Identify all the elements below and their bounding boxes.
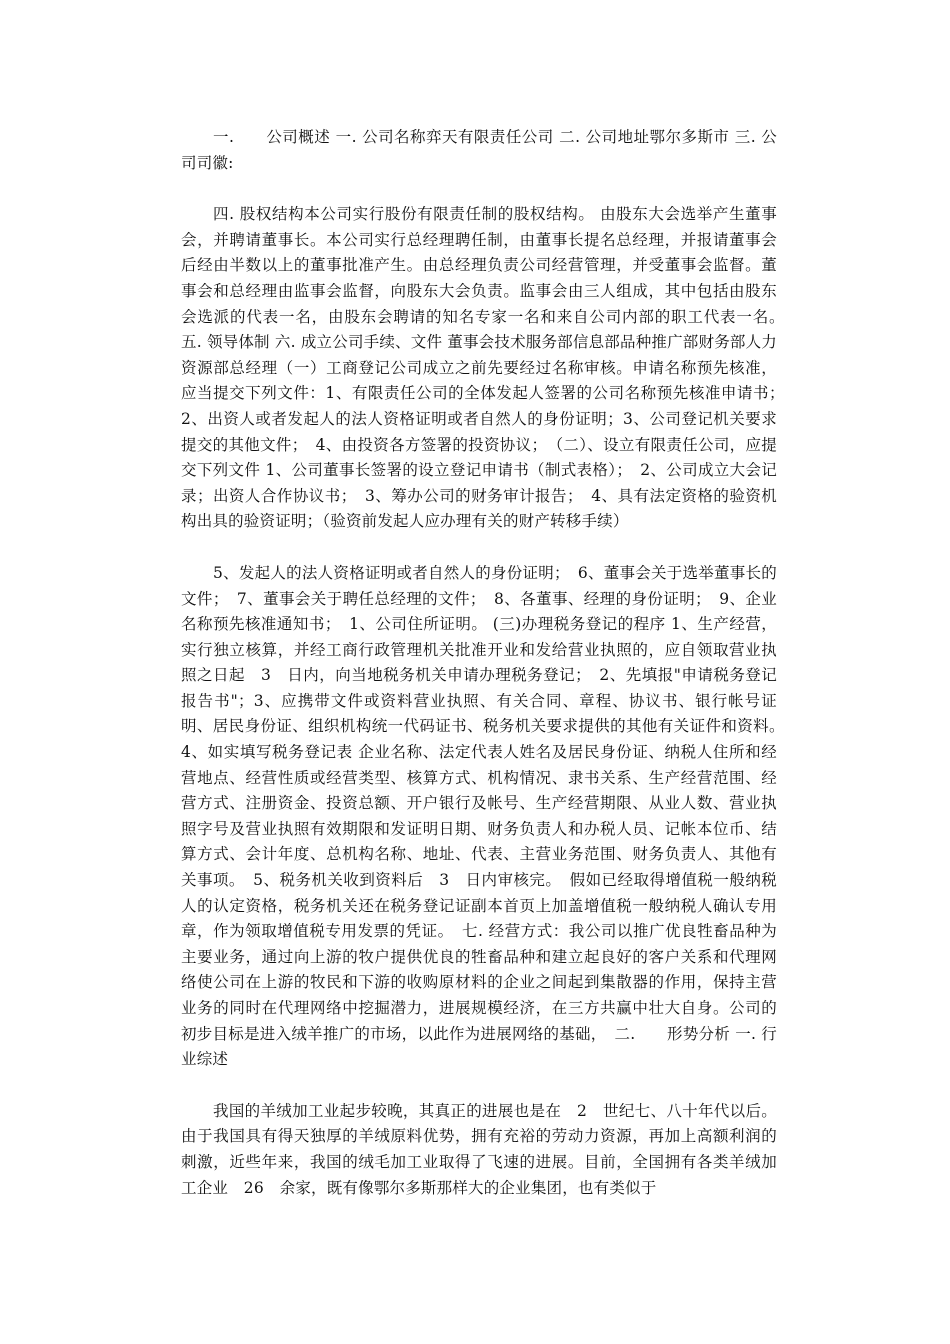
paragraph-spacer (181, 535, 777, 561)
paragraph-registration-procedures: 5、发起人的法人资格证明或者自然人的身份证明； 6、董事会关于选举董事长的文件； 7、董事会关于聘任总经理的文件； 8、各董事、经理的身份证明； 9、企业名称预先核准通知书； 1、公司住所证明。 (三)办理税务登记的程序 1、生产经营，实行独立核算，并经工商行政管理机关批准开业和发给营业执照的，应自领取营业执照之日起 3 日内，向当地税务机关申请办理税务登记； 2、先填报"申请税务登记报告书"；3、应携带文件或资料营业执照、有关合同、章程、协议书、银行帐号证明、居民身份证、组织机构统一代码证书、税务机关要求提供的其他有关证件和资料。 4、如实填写税务登记表 企业名称、法定代表人姓名及居民身份证、纳税人住所和经营地点、经营性质或经营类型、核算方式、机构情况、隶书关系、生产经营范围、经营方式、注册资金、投资总额、开户银行及帐号、生产经营期限、从业人数、营业执照字号及营业执照有效期限和发证明日期、财务负责人和办税人员、记帐本位币、结算方式、会计年度、总机构名称、地址、代表、主营业务范围、财务负责人、其他有关事项。 5、税务机关收到资料后 3 日内审核完。 假如已经取得增值税一般纳税人的认定资格，税务机关还在税务登记证副本首页上加盖增值税一般纳税人确认专用章，作为领取增值税专用发票的凭证。 七. 经营方式：我公司以推广优良牲畜品种为主要业务，通过向上游的牧户提供优良的牲畜品种和建立起良好的客户关系和代理网络使公司在上游的牧民和下游的收购原材料的企业之间起到集散器的作用，保持主营业务的同时在代理网络中挖掘潜力，进展规模经济，在三方共赢中壮大自身。公司的初步目标是进入绒羊推广的市场，以此作为进展网络的基础， 二. 形势分析 一. 行业综述 (181, 563, 793, 1069)
paragraph-spacer (181, 1073, 777, 1099)
paragraph-equity-structure: 四. 股权结构本公司实行股份有限责任制的股权结构。 由股东大会选举产生董事会，并聘请董事长。本公司实行总经理聘任制，由董事长提名总经理，并报请董事会后经由半数以上的董事批准产生。由总经理负责公司经营管理，并受董事会监督。董事会和总经理由监事会监督，向股东大会负责。监事会由三人组成，其中包括由股东会选派的代表一名，由股东会聘请的知名专家一名和来自公司内部的职工代表一名。 五. 领导体制 六. 成立公司手续、文件 董事会技术服务部信息部品种推广部财务部人力资源部总经理（一）工商登记公司成立之前先要经过名称审核。申请名称预先核准，应当提交下列文件：1、有限责任公司的全体发起人签署的公司名称预先核准申请书； 2、出资人或者发起人的法人资格证明或者自然人的身份证明；3、公司登记机关要求提交的其他文件； 4、由投资各方签署的投资协议； （二）、设立有限责任公司，应提交下列文件 1、公司董事长签署的设立登记申请书（制式表格）； 2、公司成立大会记录；出资人合作协议书； 3、筹办公司的财务审计报告； 4、具有法定资格的验资机构出具的验资证明；（验资前发起人应办理有关的财产转移手续） (181, 205, 793, 531)
document-page (181, 125, 793, 1201)
paragraph-industry-overview: 我国的羊绒加工业起步较晚，其真正的进展也是在 2 世纪七、八十年代以后。由于我国具有得天独厚的羊绒原料优势，拥有充裕的劳动力资源，再加上高额利润的刺激，近些年来，我国的绒毛加工业取得了飞速的进展。目前，全国拥有各类羊绒加工企业 26 余家，既有像鄂尔多斯那样大的企业集团，也有类似于 (181, 1101, 777, 1197)
paragraph-spacer (181, 176, 777, 202)
paragraph-company-overview: 一. 公司概述 一. 公司名称弈天有限责任公司 二. 公司地址鄂尔多斯市 三. 公司司徽: (181, 128, 777, 172)
